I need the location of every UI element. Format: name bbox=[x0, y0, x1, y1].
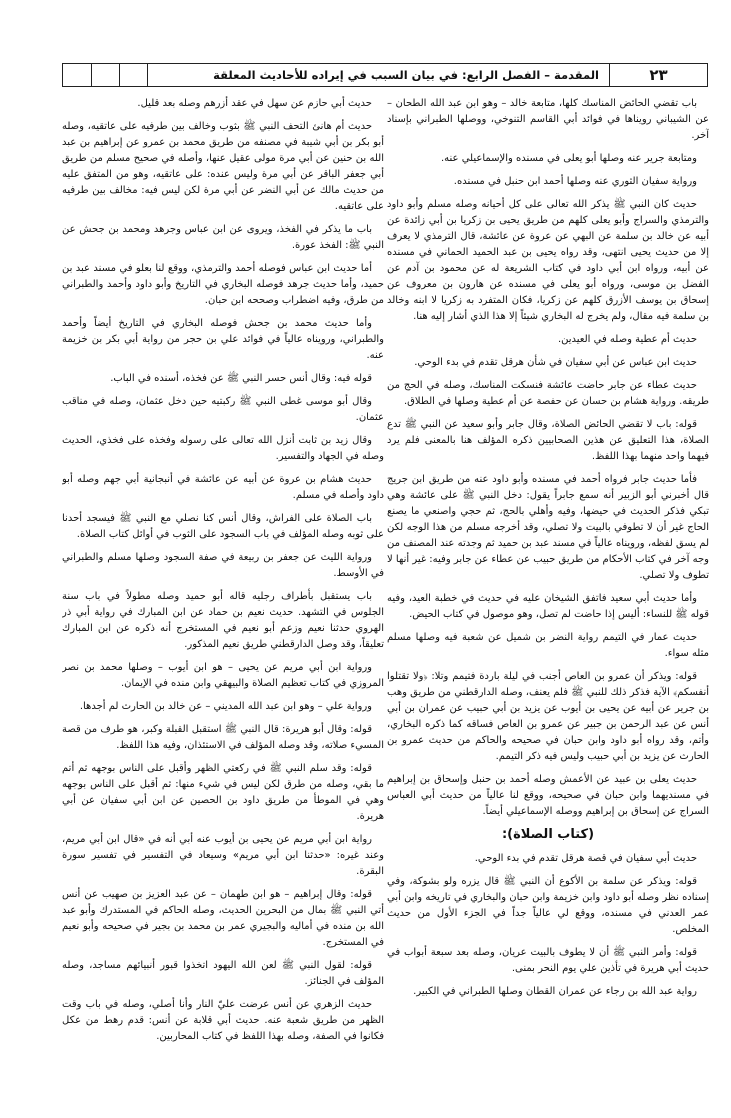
left-text-column bbox=[62, 96, 384, 1096]
text-paragraph: حديث أم هانئ التحف النبي ﷺ بثوب وخالف بين طرفيه على عاتقيه، وصله أبو بكر بن أبي شيبة في مصنفه من طريق محمد بن عمرو عن إبراهيم بن عبد الله بن حنين عن أبي مرة مولى عقيل عنها، وأصله في صحيح مسلم من طريق أبي جعفر الباقر عن أبي مرة وليس عنده: على عاتقيه، وهو من المتفق عليه من حديث مالك عن أبي النضر عن أبي مرة لكن ليس فيه: مخالف بين طرفيه على عاتقيه. bbox=[62, 121, 384, 212]
page-header bbox=[62, 63, 708, 87]
text-paragraph: قوله: ويذكر أن عمرو بن العاص أجنب في ليلة باردة فتيمم وتلا: ﴿ولا تقتلوا أنفسكم﴾ الآية فذكر ذلك للنبي ﷺ فلم يعنف، وصله الدارقطني من طريق وهب بن جرير عن أبيه عن يحيى بن أيوب عن يزيد بن أبي حبيب عن عمران بن أبي أنس عن عبد الرحمن بن جبير عن عمرو بن العاص فساقه كما ذكره البخاري، وأتم، وقد رواه أبو داود وابن حبان في صحيحه والحاكم من حديث عمرو بن الحارث عن يزيد بن أبي حبيب وليس فيه ذكر التيمم. bbox=[387, 671, 709, 762]
text-paragraph: وقال أبو موسى غطى النبي ﷺ ركبتيه حين دخل عثمان، وصله في مناقب عثمان. bbox=[62, 396, 384, 423]
header-box bbox=[63, 64, 91, 86]
header-empty-boxes bbox=[63, 64, 147, 86]
text-paragraph: حديث ابن عباس عن أبي سفيان في شأن هرقل تقدم في بدء الوحي. bbox=[414, 357, 697, 368]
header-box bbox=[119, 64, 147, 86]
text-paragraph: ورواية الليث عن جعفر بن ربيعة في صفة السجود وصلها مسلم والطبراني في الأوسط. bbox=[62, 552, 384, 579]
text-paragraph: قوله فيه: وقال أنس حسر النبي ﷺ عن فخذه، أسنده في الباب. bbox=[110, 373, 372, 384]
text-paragraph: وأما حديث أبي سعيد فاتفق الشيخان عليه في حديث في خطبة العيد، وفيه قوله ﷺ للنساء: أليس إذا حاضت لم تصل، وهو موصول في كتاب الحيض. bbox=[387, 593, 709, 620]
header-box bbox=[91, 64, 119, 86]
text-paragraph: أما حديث ابن عباس فوصله أحمد والترمذي، ووقع لنا بعلو في مسند عبد بن حميد، وأما حديث جرهد فوصله البخاري في التاريخ وأبو داود وأحمد والطبراني من طرق، وفيه اضطراب وصححه ابن حبان. bbox=[62, 263, 384, 306]
text-paragraph: ورواية علي – وهو ابن عبد الله المديني – عن خالد بن الحارث لم أجدها. bbox=[79, 701, 372, 712]
text-paragraph: حديث هشام بن عروة عن أبيه عن عائشة في أنبجانية أبي جهم وصله أبو داود وأصله في مسلم. bbox=[62, 474, 384, 501]
text-paragraph: قوله: وقال أبو هريرة: قال النبي ﷺ استقبل القبلة وكبر، هو طرف من قصة المسيء صلاته، وقد وصله المؤلف في الاستئذان، وفيه هذا اللفظ. bbox=[62, 724, 384, 751]
book-heading: (كتاب الصلاة): bbox=[501, 827, 595, 842]
text-paragraph: باب تقضي الحائض المناسك كلها، متابعة خالد – وهو ابن عبد الله الطحان – عن الشيباني رويناها في فوائد أبي القاسم التنوخي، ووصلها الطبراني بإسناد آخر. bbox=[387, 98, 709, 141]
text-paragraph: وقال زيد بن ثابت أنزل الله تعالى على رسوله وفخذه على فخذي، الحديث وصله في الجهاد والتفسير. bbox=[62, 435, 384, 462]
text-paragraph: قوله: باب لا تقضي الحائض الصلاة، وقال جابر وأبو سعيد عن النبي ﷺ تدع الصلاة، هذا التعليق عن هذين الصحابيين ذكره المؤلف هنا بالمعنى فلم يرد فيهما واحد منهما بهذا اللفظ. bbox=[387, 419, 709, 462]
text-paragraph: ومتابعة جرير عنه وصلها أبو يعلى في مسنده والإسماعيلي عنه. bbox=[440, 153, 697, 164]
text-paragraph: حديث كان النبي ﷺ يذكر الله تعالى على كل أحيانه وصله مسلم وأبو داود والترمذي والسراج وأبو يعلى كلهم من طريق يحيى بن زكريا بن أبي زائدة عن أبيه عن خالد بن سلمة عن البهي عن عروة عن عائشة، قال الترمذي لا يعرف إلا من حديث يحيى انتهى، وقد رواه يحيى بن عبد الحميد الحماني في مسنده عن أبيه، ورواه ابن أبي داود في كتاب الشريعة له عن محمود بن آدم عن الفضل بن موسى، ورواه أبو يعلى في مسنده عن هارون بن معروف عن إسحاق بن يوسف الأزرق كلهم عن زكريا، فكان المتفرد به زكريا لا ابنه وخالد بن سلمة فيه مقال، ولم يخرج له البخاري شيئاً إلا هذا الذي أشار إليه هنا. bbox=[387, 199, 709, 322]
text-paragraph: باب ما يذكر في الفخذ، ويروى عن ابن عباس وجرهد ومحمد بن جحش عن النبي ﷺ: الفخذ عورة. bbox=[62, 224, 384, 251]
text-paragraph: حديث أبي سفيان في قصة هرقل تقدم في بدء الوحي. bbox=[474, 853, 697, 864]
text-paragraph: قوله: وقد سلم النبي ﷺ في ركعتي الظهر وأقبل على الناس بوجهه ثم أتم ما بقي، وصله من طرق لكن ليس في شيء منها: ثم أقبل على الناس بوجهه وهي في الموطأ من طريق داود بن الحصين عن ابن أبي سفيان عن أبي هريرة. bbox=[62, 763, 384, 822]
right-text-column bbox=[387, 96, 709, 1096]
text-paragraph: حديث عمار في التيمم رواية النضر بن شميل عن شعبة فيه وصلها مسلم مثله سواء. bbox=[387, 632, 709, 659]
text-paragraph: ورواية سفيان الثوري عنه وصلها أحمد ابن حنبل في مسنده. bbox=[453, 176, 697, 187]
text-paragraph: رواية عبد الله بن رجاء عن عمران القطان وصلها الطبراني في الكبير. bbox=[413, 986, 697, 997]
page-number: ٢٣ bbox=[609, 64, 707, 86]
running-title: المقدمة – الفصل الرابع: في بيان السبب في إيراده للأحاديث المعلقة bbox=[147, 64, 609, 86]
text-paragraph: وأما حديث محمد بن جحش فوصله البخاري في التاريخ أيضاً وأحمد والطبراني، ورويناه عالياً في فوائد علي بن حجر من رواية أبي بكر بن خزيمة عنه. bbox=[62, 318, 384, 361]
text-paragraph: حديث الزهري عن أنس عرضت عليّ النار وأنا أصلي، وصله في باب وقت الظهر من طريق شعبة عنه. حديث أبي قلابة عن أنس: قدم رهط من عكل فكانوا في الصفة، وصله بهذا اللفظ في كتاب المحاربين. bbox=[62, 999, 384, 1042]
text-paragraph: قوله: وأمر النبي ﷺ أن لا يطوف بالبيت عريان، وصله بعد سبعة أبواب في حديث أبي هريرة في تأذين علي يوم النحر بمنى. bbox=[387, 947, 709, 974]
text-paragraph: باب يستقبل بأطراف رجليه قاله أبو حميد وصله مطولاً في باب سنة الجلوس في التشهد. حديث نعيم بن حماد عن ابن المبارك في رواية أبي ذر الهروي حدثنا نعيم وزعم أبو نعيم في المستخرج أنه ذكره عن ابن المبارك تعليقاً، وقد وصل الدارقطني طريق نعيم المذكور. bbox=[62, 591, 384, 650]
text-paragraph: فأما حديث جابر فرواه أحمد في مسنده وأبو داود عنه من طريق ابن جريج قال أخبرني أبو الزبير أنه سمع جابراً يقول: دخل النبي ﷺ على عائشة وهي تبكي فذكر الحديث في حيضها، وفيه وأهلي بالحج، ثم حجي واصنعي ما يصنع الحاج غير أن لا تطوفي بالبيت ولا تصلي، وقد أخرجه مسلم من هذا الوجه لكن لم يسق لفظه، ورويناه عالياً في مسند عبد بن حميد ثم وجدته عند المصنف من وجه آخر في كتاب الأحكام من طريق حبيب عن عطاء عن جابر وفيه: غير أنها لا تطوف ولا تصلي. bbox=[387, 474, 709, 581]
text-paragraph: باب الصلاة على الفراش، وقال أنس كنا نصلي مع النبي ﷺ فيسجد أحدنا على ثوبه وصله المؤلف في باب السجود على الثوب في أوائل كتاب الصلاة. bbox=[62, 513, 384, 540]
text-paragraph: حديث يعلى بن عبيد عن الأعمش وصله أحمد بن حنبل وإسحاق بن إبراهيم في مسنديهما وابن حبان في صحيحه، ووقع لنا عالياً من حديث أبي العباس السراج عن إسحاق بن إبراهيم ووصله الإسماعيلي أيضاً. bbox=[387, 774, 709, 817]
text-paragraph: حديث أم عطية وصله في العيدين. bbox=[557, 334, 697, 345]
text-paragraph: ورواية ابن أبي مريم عن يحيى – هو ابن أيوب – وصلها محمد بن نصر المروزي في كتاب تعظيم الصلاة والبيهقي وابن منده في الإيمان. bbox=[62, 662, 384, 689]
text-paragraph: حديث عطاء عن جابر حاضت عائشة فنسكت المناسك، وصله في الحج من طريقه. ورواية هشام بن حسان عن حفصة عن أم عطية وصلها في الطلاق. bbox=[387, 380, 709, 407]
text-paragraph: حديث أبي حازم عن سهل في عقد أزرهم وصله بعد قليل. bbox=[137, 98, 372, 109]
text-paragraph: رواية ابن أبي مريم عن يحيى بن أيوب عنه أبي أنه في «قال ابن أبي مريم، وعند غيره: «حدثنا ابن أبي مريم» وسيعاد في التفسير في تفسير سورة البقرة. bbox=[62, 834, 384, 877]
text-paragraph: قوله: لقول النبي ﷺ لعن الله اليهود اتخذوا قبور أنبيائهم مساجد، وصله المؤلف في الجنائز. bbox=[62, 960, 384, 987]
text-paragraph: قوله: وقال إبراهيم – هو ابن طهمان – عن عبد العزيز بن صهيب عن أنس أتي النبي ﷺ بمال من البحرين الحديث، وصله الحاكم في المستدرك وأبو عبد الله بن منده في أماليه والبجيري عمر بن محمد بن بجير في صحيحه وأبو نعيم في المستخرج. bbox=[62, 889, 384, 948]
text-paragraph: قوله: ويذكر عن سلمة بن الأكوع أن النبي ﷺ قال يزره ولو بشوكة، وفي إسناده نظر وصله أبو داود وابن خزيمة وابن حبان والبخاري في تاريخه وابن أبي عمر العدني في مسنده، ووقع لي عالياً جداً في الجزء الأول من حديث المخلص. bbox=[387, 876, 709, 935]
